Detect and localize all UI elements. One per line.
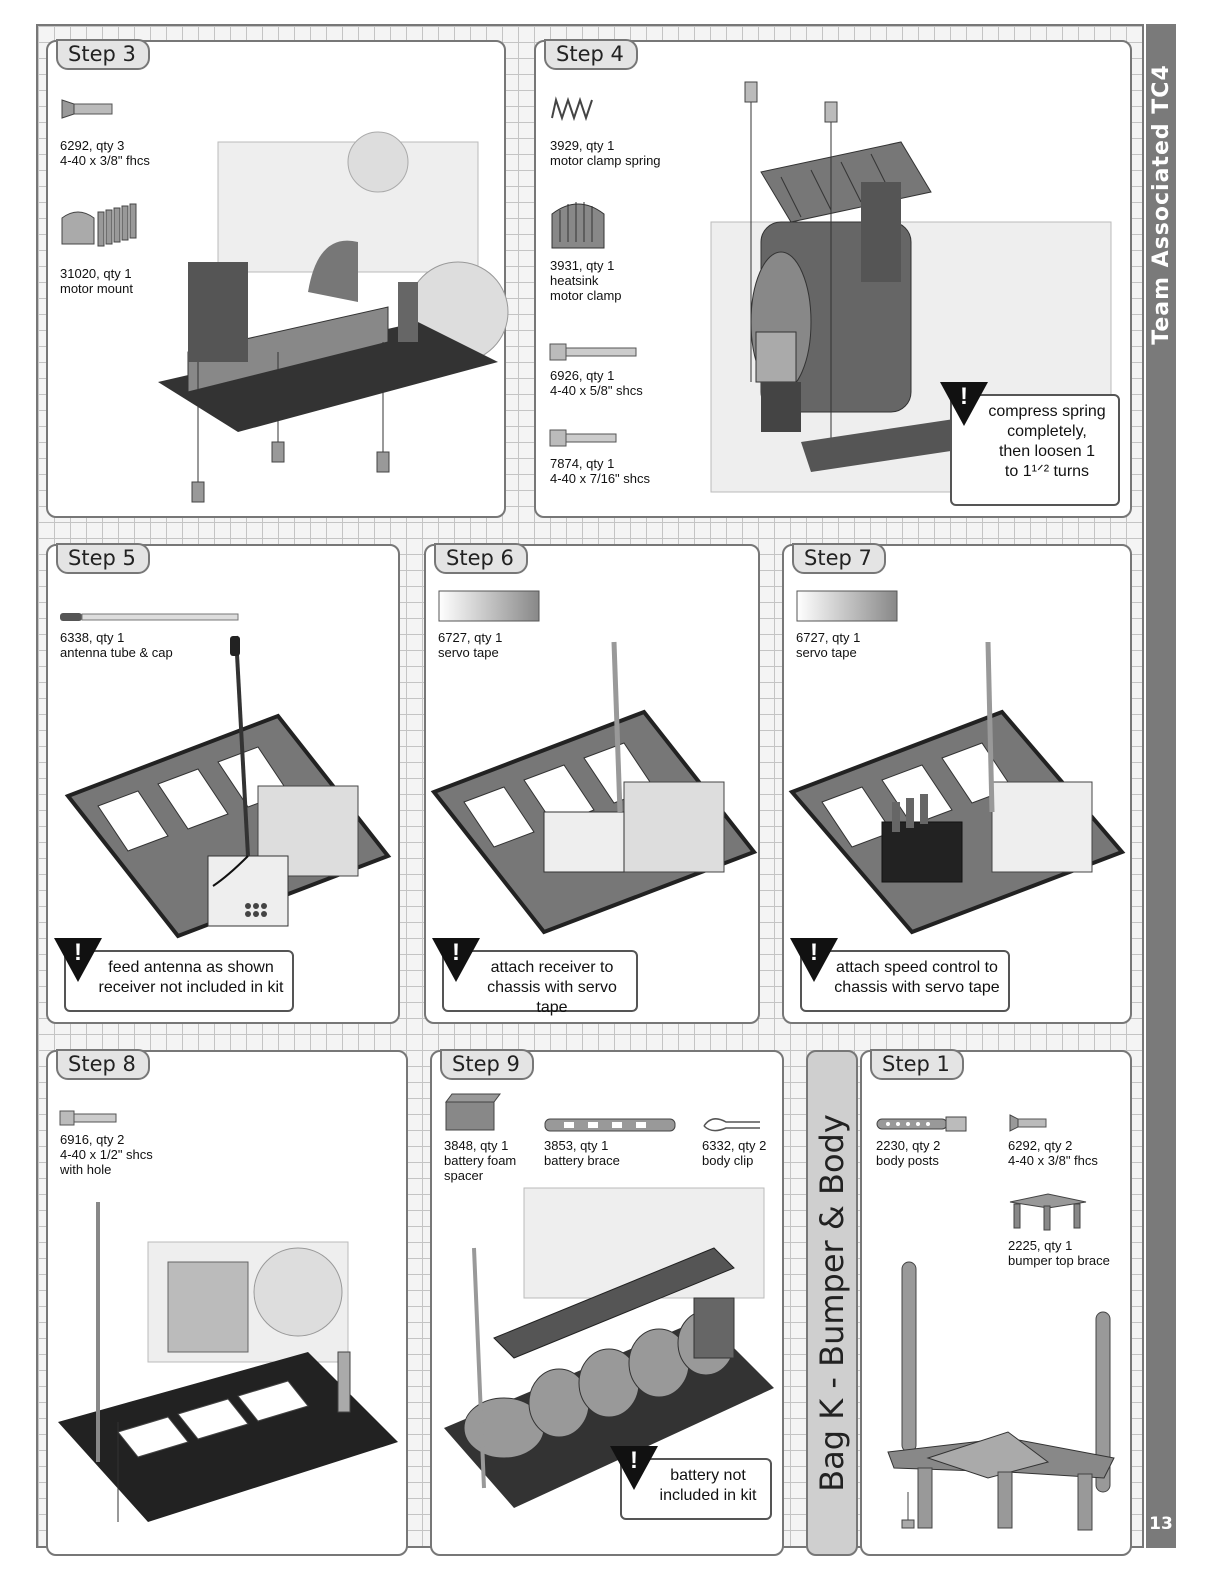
battery-brace-icon <box>544 1118 676 1132</box>
part-caption: 2230, qty 2 body posts <box>876 1138 941 1168</box>
warning-text: attach speed control to chassis with servo tape <box>834 959 1000 996</box>
step-title: Step 7 <box>792 543 886 574</box>
part-caption: 6292, qty 2 4-40 x 3/8" fhcs <box>1008 1138 1098 1168</box>
chassis-speed-control-illustration <box>792 642 1126 952</box>
part-caption: 6916, qty 2 4-40 x 1/2" shcs with hole <box>60 1132 153 1177</box>
step-title: Step 9 <box>440 1049 534 1080</box>
antenna-tube-icon <box>60 612 240 622</box>
part-caption: 3929, qty 1 motor clamp spring <box>550 138 661 168</box>
step-title: Step 1 <box>870 1049 964 1080</box>
step-8-panel <box>46 1050 408 1556</box>
part-caption: 6727, qty 1 servo tape <box>796 630 861 660</box>
warning-callout: ! compress spring completely, then loosen 1 to 1¹ᐟ² turns <box>950 394 1120 506</box>
heatsink-icon <box>550 192 606 252</box>
foam-spacer-icon <box>444 1092 502 1132</box>
step-title: Step 5 <box>56 543 150 574</box>
step-3-panel <box>46 40 506 518</box>
part-caption: 3848, qty 1 battery foam spacer <box>444 1138 517 1183</box>
warning-text: battery not included in kit <box>659 1467 757 1504</box>
socket-head-screw-icon <box>60 1110 120 1126</box>
step-7-panel <box>782 544 1132 1024</box>
part-caption: 31020, qty 1 motor mount <box>60 266 133 296</box>
step-title: Step 6 <box>434 543 528 574</box>
part-caption: 6292, qty 3 4-40 x 3/8" fhcs <box>60 138 150 168</box>
body-clip-icon <box>702 1114 762 1134</box>
flat-head-screw-icon <box>1008 1114 1048 1132</box>
socket-head-screw-icon <box>550 342 640 362</box>
warning-callout: ! attach speed control to chassis with servo tape <box>800 950 1010 1012</box>
step-title: Step 3 <box>56 39 150 70</box>
flat-head-screw-icon <box>60 98 114 120</box>
warning-text: compress spring completely, then loosen 1 to 1¹ᐟ² turns <box>988 403 1106 480</box>
step-9-panel <box>430 1050 784 1556</box>
body-post-icon <box>876 1116 968 1132</box>
motor-mount-icon <box>58 204 142 252</box>
warning-callout: ! attach receiver to chassis with servo tape <box>442 950 638 1012</box>
motor-mount-assembly-illustration <box>158 102 498 512</box>
part-caption: 6727, qty 1 servo tape <box>438 630 503 660</box>
bag-k-step-1-panel <box>860 1050 1132 1556</box>
bumper-brace-icon <box>1008 1192 1088 1232</box>
page-number: 13 <box>1149 1514 1173 1534</box>
part-caption: 7874, qty 1 4-40 x 7/16" shcs <box>550 456 651 486</box>
warning-text: attach receiver to chassis with servo tape <box>487 959 617 1016</box>
socket-head-screw-icon <box>550 428 620 448</box>
part-caption: 6332, qty 2 body clip <box>702 1138 767 1168</box>
step-5-panel <box>46 544 400 1024</box>
bag-label: Bag K - Bumper & Body <box>813 1114 851 1492</box>
step-title: Step 8 <box>56 1049 150 1080</box>
chassis-receiver-illustration <box>434 642 754 952</box>
step-4-panel <box>534 40 1132 518</box>
servo-tape-icon <box>796 590 898 622</box>
step-6-panel <box>424 544 760 1024</box>
part-caption: 6338, qty 1 antenna tube & cap <box>60 630 173 660</box>
step-title: Step 4 <box>544 39 638 70</box>
chassis-antenna-illustration <box>58 636 392 956</box>
part-caption: 3853, qty 1 battery brace <box>544 1138 620 1168</box>
spring-icon <box>550 98 594 122</box>
servo-tape-icon <box>438 590 540 622</box>
warning-callout: ! feed antenna as shown receiver not included in kit <box>64 950 294 1012</box>
part-caption: 3931, qty 1 heatsink motor clamp <box>550 258 622 303</box>
warning-text: feed antenna as shown receiver not included in kit <box>98 959 284 996</box>
bumper-assembly-illustration <box>878 1262 1124 1532</box>
part-caption: 6926, qty 1 4-40 x 5/8" shcs <box>550 368 643 398</box>
chassis-motor-illustration <box>58 1202 400 1542</box>
part-caption: 2225, qty 1 bumper top brace <box>1008 1238 1110 1268</box>
warning-callout: ! battery not included in kit <box>620 1458 772 1520</box>
manual-title: Team Associated TC4 <box>1148 63 1174 345</box>
